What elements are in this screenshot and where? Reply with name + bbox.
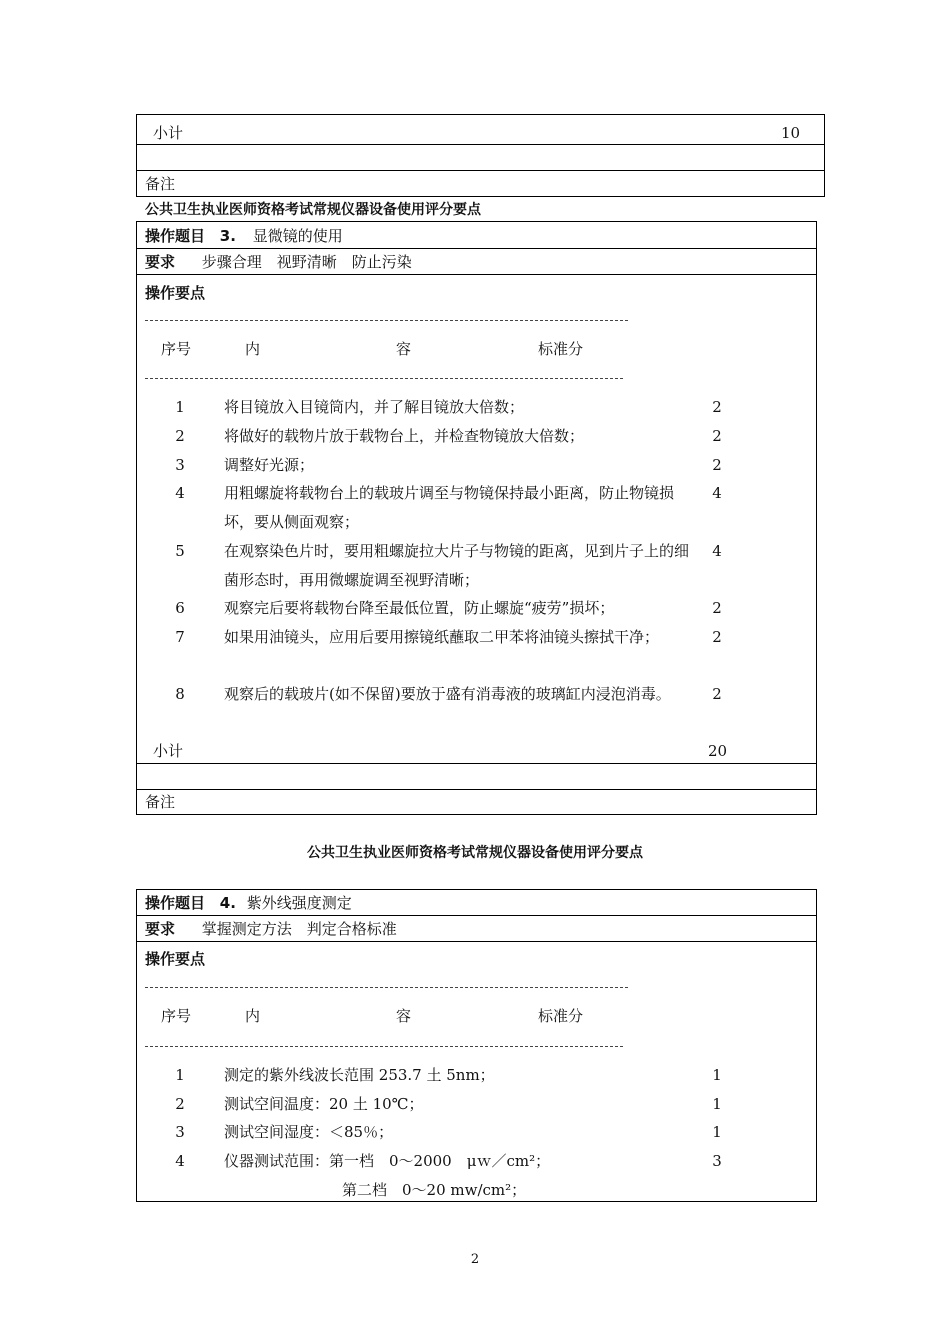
item-score: 2 <box>712 628 722 646</box>
dashed-rule <box>145 1046 623 1047</box>
topic-row <box>145 226 343 246</box>
requirements-label: 要求 <box>145 253 176 271</box>
key-points-label: 操作要点 <box>145 284 206 302</box>
table-divider <box>136 144 825 145</box>
table-divider <box>136 941 817 942</box>
topic-name: 显微镜的使用 <box>252 227 343 245</box>
key-points-label: 操作要点 <box>145 950 206 968</box>
item-text: 观察完后要将载物台降至最低位置，防止螺旋“疲劳”损坏； <box>224 599 615 617</box>
item-text-continuation: 第二档 0～20 mw/cm²； <box>342 1181 527 1199</box>
dashed-rule <box>145 987 628 988</box>
item-number: 6 <box>175 599 185 617</box>
item-score: 2 <box>712 685 722 703</box>
item-text: 将做好的载物片放于载物台上，并检查物镜放大倍数； <box>224 427 585 445</box>
subtotal-value: 20 <box>708 742 728 760</box>
item-number: 1 <box>175 1066 185 1084</box>
column-header-content-1: 内 <box>245 340 261 358</box>
column-header-number: 序号 <box>161 1007 192 1025</box>
item-score: 2 <box>712 427 722 445</box>
requirements-text: 掌握测定方法 判定合格标准 <box>201 920 397 938</box>
requirements-text: 步骤合理 视野清晰 防止污染 <box>201 253 412 271</box>
column-header-score: 标准分 <box>538 340 584 358</box>
section-title: 公共卫生执业医师资格考试常规仪器设备使用评分要点 <box>307 845 643 861</box>
page-number: 2 <box>470 1252 480 1267</box>
item-score: 4 <box>712 484 722 502</box>
item-text: 将目镜放入目镜筒内，并了解目镜放大倍数； <box>224 398 525 416</box>
item-score: 2 <box>712 599 722 617</box>
dashed-rule <box>145 378 623 379</box>
item-text: 在观察染色片时，要用粗螺旋拉大片子与物镜的距离，见到片子上的细菌形态时，再用微螺旋调至视野清晰； <box>224 542 690 589</box>
subtotal-value: 10 <box>781 124 801 142</box>
item-number: 7 <box>175 628 185 646</box>
item-number: 3 <box>175 1123 185 1141</box>
item-text: 用粗螺旋将载物台上的载玻片调至与物镜保持最小距离，防止物镜损坏，要从侧面观察； <box>224 484 675 531</box>
item-text: 观察后的载玻片(如不保留)要放于盛有消毒液的玻璃缸内浸泡消毒。 <box>224 685 671 703</box>
topic-number: 3. <box>219 227 236 245</box>
item-score: 2 <box>712 456 722 474</box>
item-score: 3 <box>712 1152 722 1170</box>
item-number: 8 <box>175 685 185 703</box>
column-header-score: 标准分 <box>538 1007 584 1025</box>
topic-row <box>145 893 352 913</box>
item-number: 3 <box>175 456 185 474</box>
item-number: 5 <box>175 542 185 560</box>
item-number: 4 <box>175 1152 185 1170</box>
column-header-content-1: 内 <box>245 1007 261 1025</box>
item-text: 测试空间温度：20 土 10℃； <box>224 1095 424 1113</box>
topic-label: 操作题目 <box>145 227 206 245</box>
item-text: 调整好光源； <box>224 456 315 474</box>
dashed-rule <box>145 320 628 321</box>
column-header-number: 序号 <box>161 340 192 358</box>
requirements-row <box>145 252 412 272</box>
column-header-content-2: 容 <box>396 1007 412 1025</box>
item-number: 4 <box>175 484 185 502</box>
table-divider <box>136 248 817 249</box>
table-divider <box>136 789 817 790</box>
item-number: 2 <box>175 427 185 445</box>
remarks-label: 备注 <box>145 793 176 811</box>
table-divider <box>136 915 817 916</box>
table-divider <box>136 274 817 275</box>
item-score: 4 <box>712 542 722 560</box>
item-score: 1 <box>712 1123 722 1141</box>
table-divider <box>136 763 817 764</box>
item-text: 如果用油镜头，应用后要用擦镜纸蘸取二甲苯将油镜头擦拭干净； <box>224 628 660 646</box>
item-number: 2 <box>175 1095 185 1113</box>
requirements-label: 要求 <box>145 920 176 938</box>
previous-table <box>136 114 825 197</box>
section-title: 公共卫生执业医师资格考试常规仪器设备使用评分要点 <box>145 202 481 218</box>
item-score: 2 <box>712 398 722 416</box>
remarks-label: 备注 <box>145 175 176 193</box>
item-text: 仪器测试范围：第一档 0～2000 μｗ／cm²； <box>224 1152 551 1170</box>
requirements-row <box>145 919 397 939</box>
subtotal-label: 小计 <box>153 742 184 760</box>
item-score: 1 <box>712 1095 722 1113</box>
item-text: 测定的紫外线波长范围 253.7 土 5nm； <box>224 1066 495 1084</box>
column-header-content-2: 容 <box>396 340 412 358</box>
item-number: 1 <box>175 398 185 416</box>
item-text: 测试空间湿度：＜85％； <box>224 1123 394 1141</box>
subtotal-label: 小计 <box>153 124 184 142</box>
topic-number: 4. <box>219 894 236 912</box>
item-score: 1 <box>712 1066 722 1084</box>
table-divider <box>136 170 825 171</box>
topic-label: 操作题目 <box>145 894 206 912</box>
topic-name: 紫外线强度测定 <box>246 894 352 912</box>
